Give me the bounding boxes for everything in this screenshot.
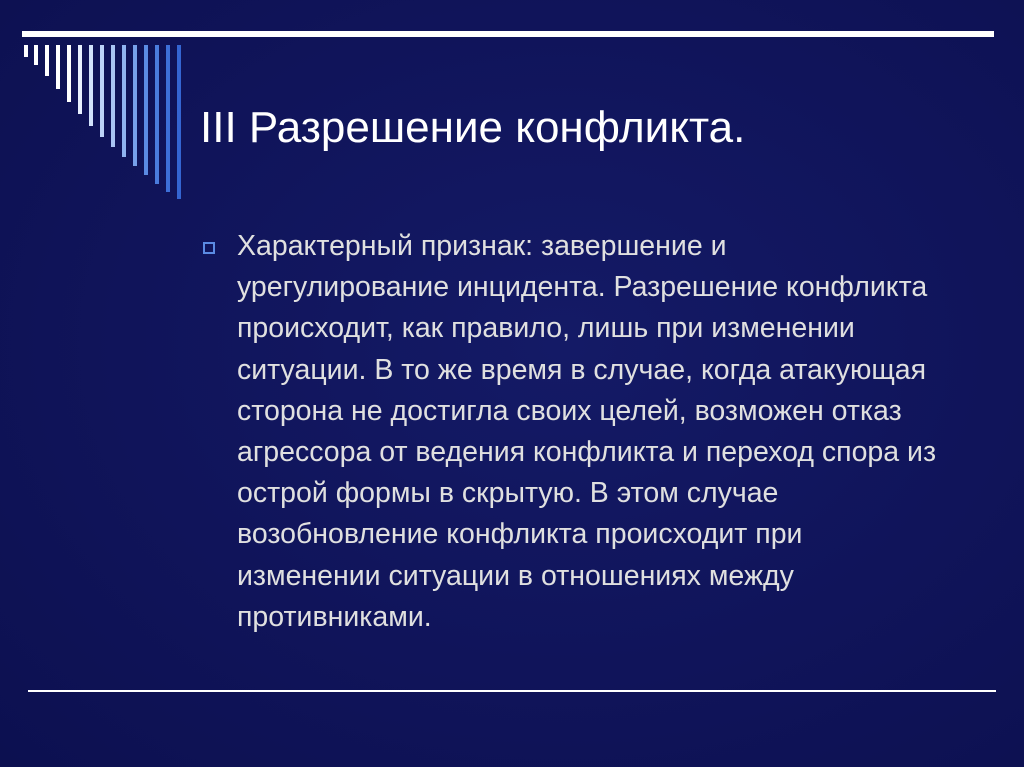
stripe	[100, 45, 104, 137]
stripe	[78, 45, 82, 114]
bottom-rule	[28, 690, 996, 692]
stripe	[34, 45, 38, 65]
slide-title: III Разрешение конфликта.	[200, 103, 746, 152]
stripe	[56, 45, 60, 89]
stripe	[45, 45, 49, 76]
stripe	[111, 45, 115, 147]
stripe	[177, 45, 181, 199]
bullet-text: Характерный признак: завершение и урегулирование инцидента. Разрешение конфликта происходит, как правило, лишь при изменении ситуации. В то же время в случае, когда атакующая сторона не достигла своих целей, возможен отказ агрессора от ведения конфликта и переход спора из острой формы в скрытую. В этом случае возобновление конфликта происходит при изменении ситуации в отношениях между противниками.	[237, 230, 937, 633]
stripe	[166, 45, 170, 192]
stripe	[67, 45, 71, 102]
stripe	[122, 45, 126, 157]
stripe	[133, 45, 137, 166]
hollow-square-bullet-icon	[203, 242, 215, 254]
stripe	[89, 45, 93, 126]
stripe	[155, 45, 159, 184]
decorative-stripes	[0, 0, 200, 220]
stripe	[144, 45, 148, 175]
stripe	[24, 45, 28, 57]
